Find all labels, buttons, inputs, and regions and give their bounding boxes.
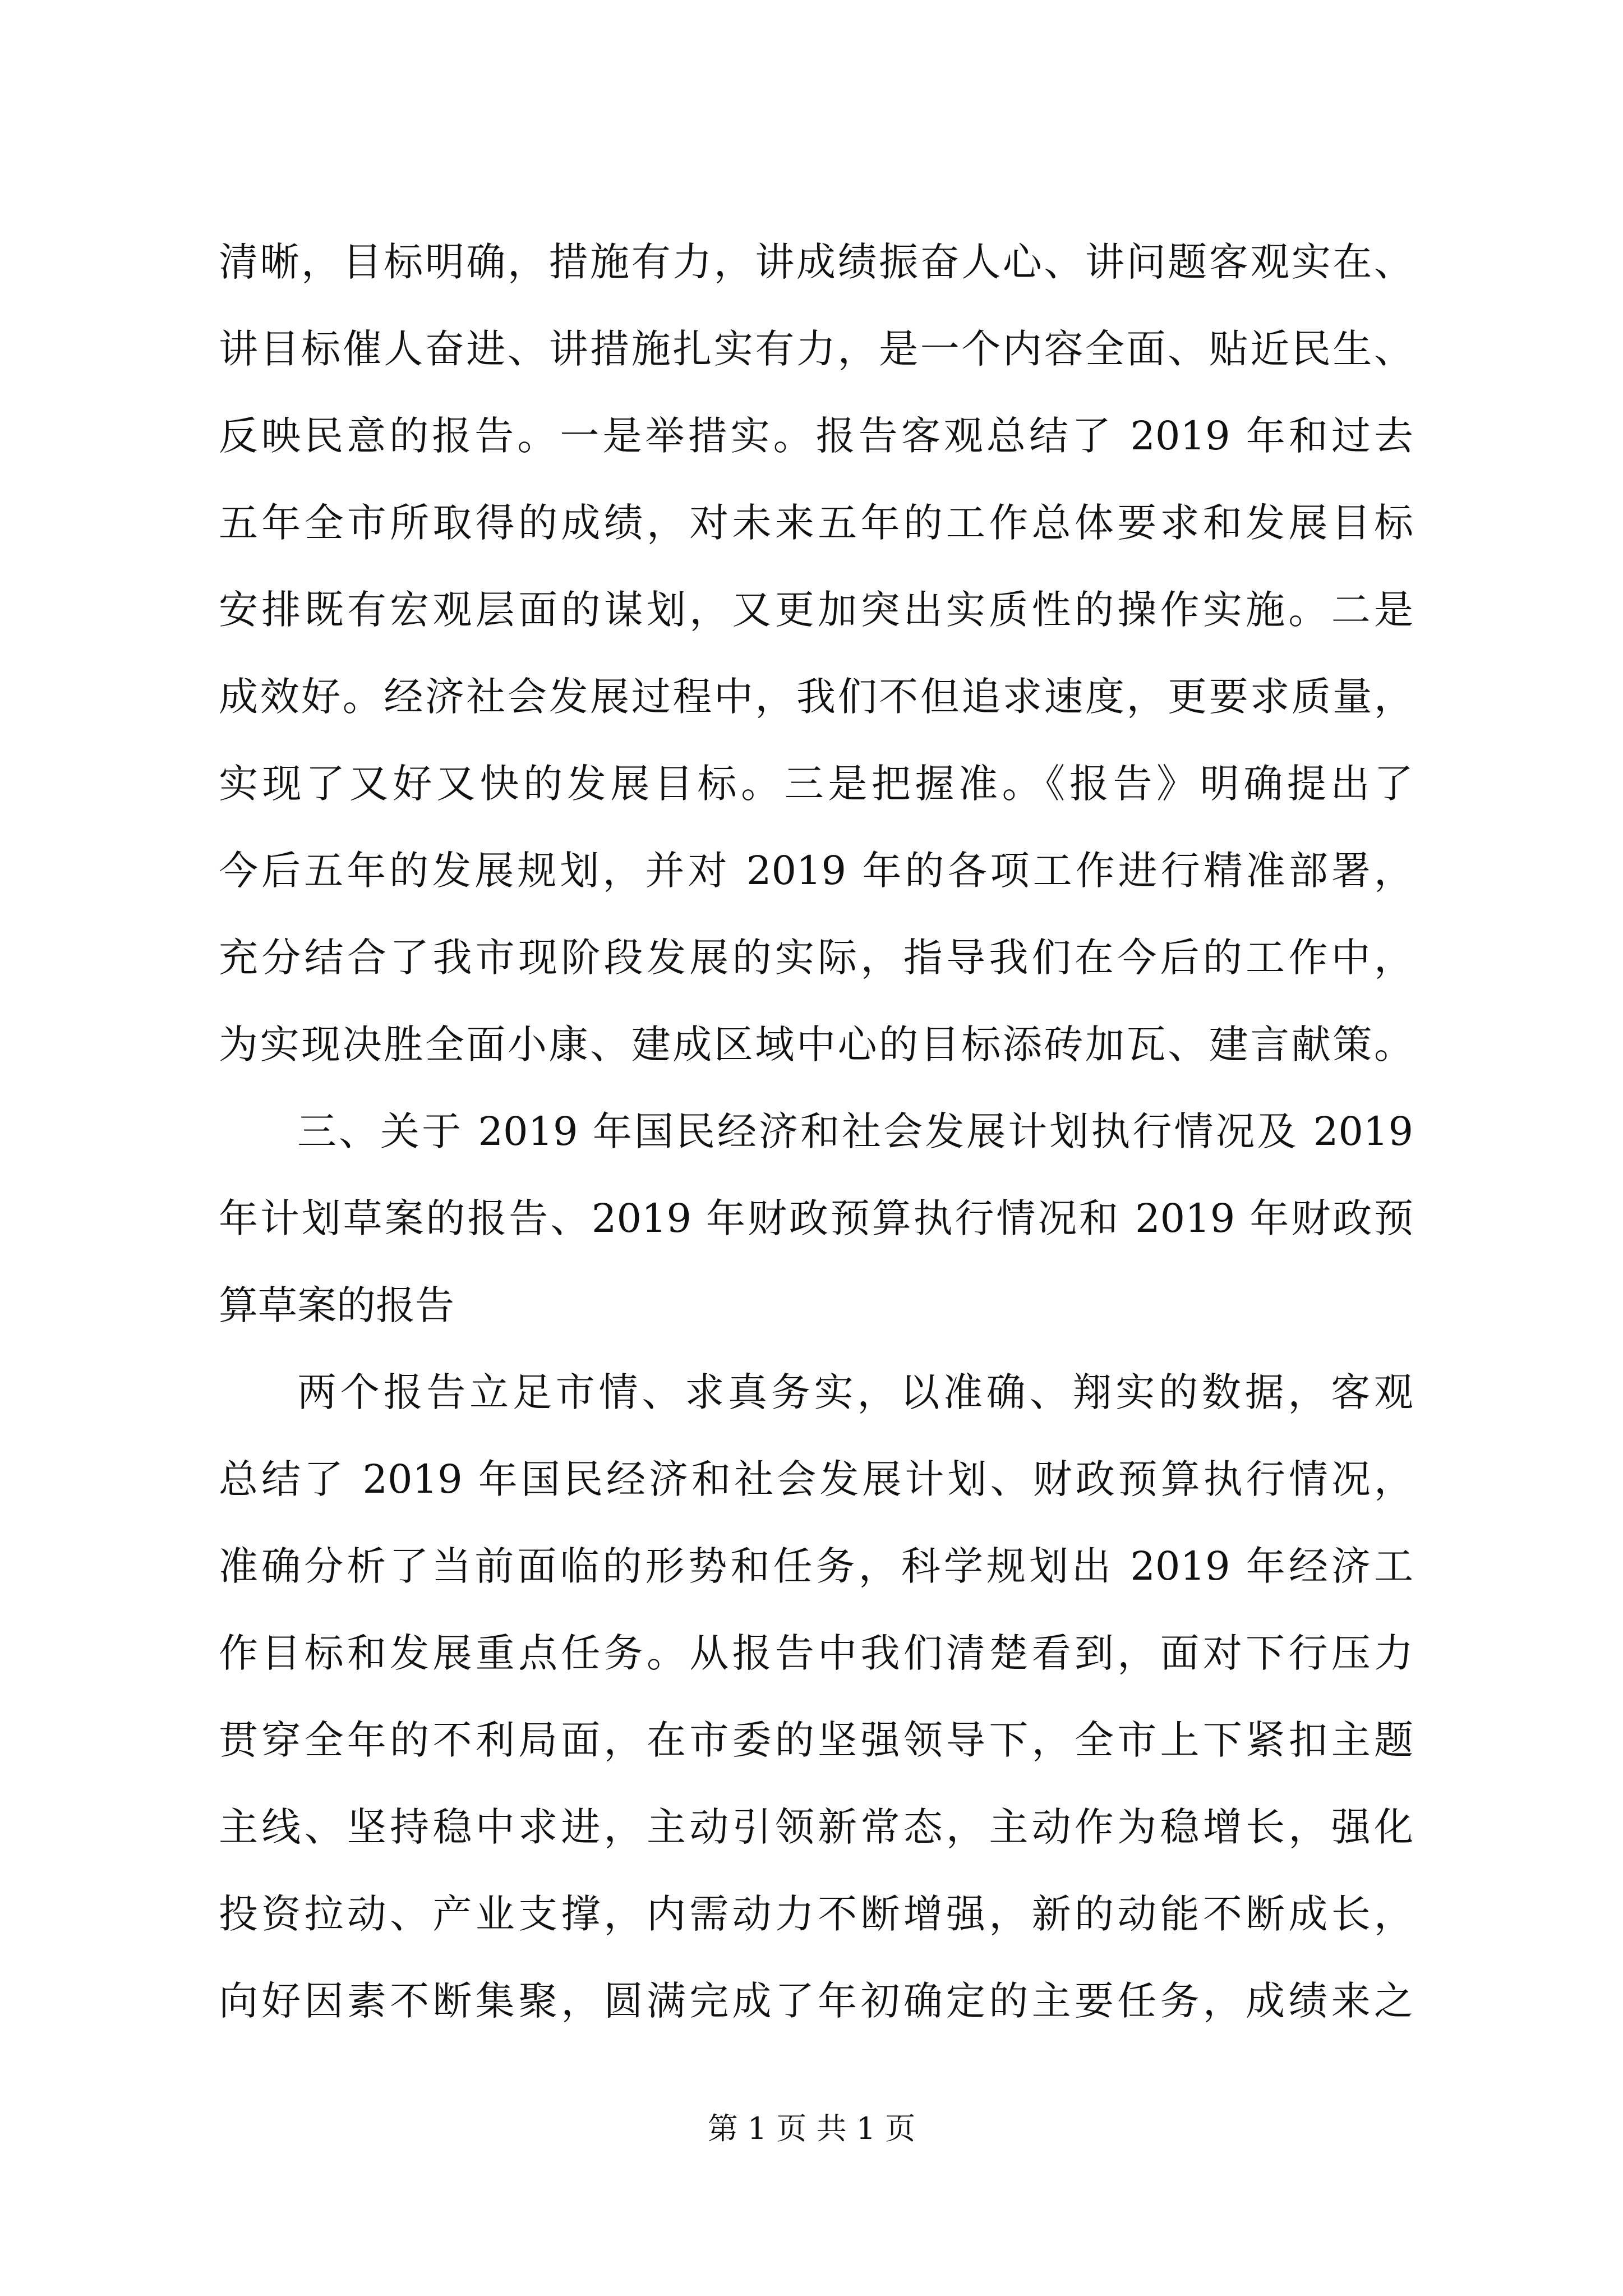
text-line: 五年全市所取得的成绩，对未来五年的工作总体要求和发展目标 [219,500,1413,546]
text-line: 清晰，目标明确，措施有力，讲成绩振奋人心、讲问题客观实在、 [219,239,1413,285]
text-line: 充分结合了我市现阶段发展的实际，指导我们在今后的工作中， [219,935,1413,981]
text-line: 总结了 2019 年国民经济和社会发展计划、财政预算执行情况， [219,1456,1413,1502]
text-line: 准确分析了当前面临的形势和任务，科学规划出 2019 年经济工 [219,1543,1413,1589]
text-line: 成效好。经济社会发展过程中，我们不但追求速度，更要求质量， [219,674,1413,720]
text-line: 实现了又好又快的发展目标。三是把握准。《报告》明确提出了 [219,761,1413,807]
text-line: 讲目标催人奋进、讲措施扎实有力，是一个内容全面、贴近民生、 [219,326,1413,372]
text-line: 为实现决胜全面小康、建成区域中心的目标添砖加瓦、建言献策。 [219,1022,1413,1068]
text-line: 安排既有宏观层面的谋划，又更加突出实质性的操作实施。二是 [219,587,1413,633]
text-line: 今后五年的发展规划，并对 2019 年的各项工作进行精准部署， [219,848,1413,894]
text-line: 作目标和发展重点任务。从报告中我们清楚看到，面对下行压力 [219,1630,1413,1676]
text-line: 投资拉动、产业支撑，内需动力不断增强，新的动能不断成长， [219,1891,1413,1937]
body-text [219,219,1413,2045]
text-line: 贯穿全年的不利局面，在市委的坚强领导下，全市上下紧扣主题 [219,1717,1413,1763]
section-heading-line: 年计划草案的报告、2019 年财政预算执行情况和 2019 年财政预 [219,1195,1413,1241]
text-line: 反映民意的报告。一是举措实。报告客观总结了 2019 年和过去 [219,413,1413,459]
text-line: 向好因素不断集聚，圆满完成了年初确定的主要任务，成绩来之 [219,1978,1413,2024]
page-number-footer: 第 1 页 共 1 页 [707,2111,916,2146]
section-heading-line: 算草案的报告 [219,1282,454,1328]
text-line: 两个报告立足市情、求真务实，以准确、翔实的数据，客观 [297,1369,1413,1415]
section-heading-line: 三、关于 2019 年国民经济和社会发展计划执行情况及 2019 [297,1108,1413,1154]
text-line: 主线、坚持稳中求进，主动引领新常态，主动作为稳增长，强化 [219,1804,1413,1850]
